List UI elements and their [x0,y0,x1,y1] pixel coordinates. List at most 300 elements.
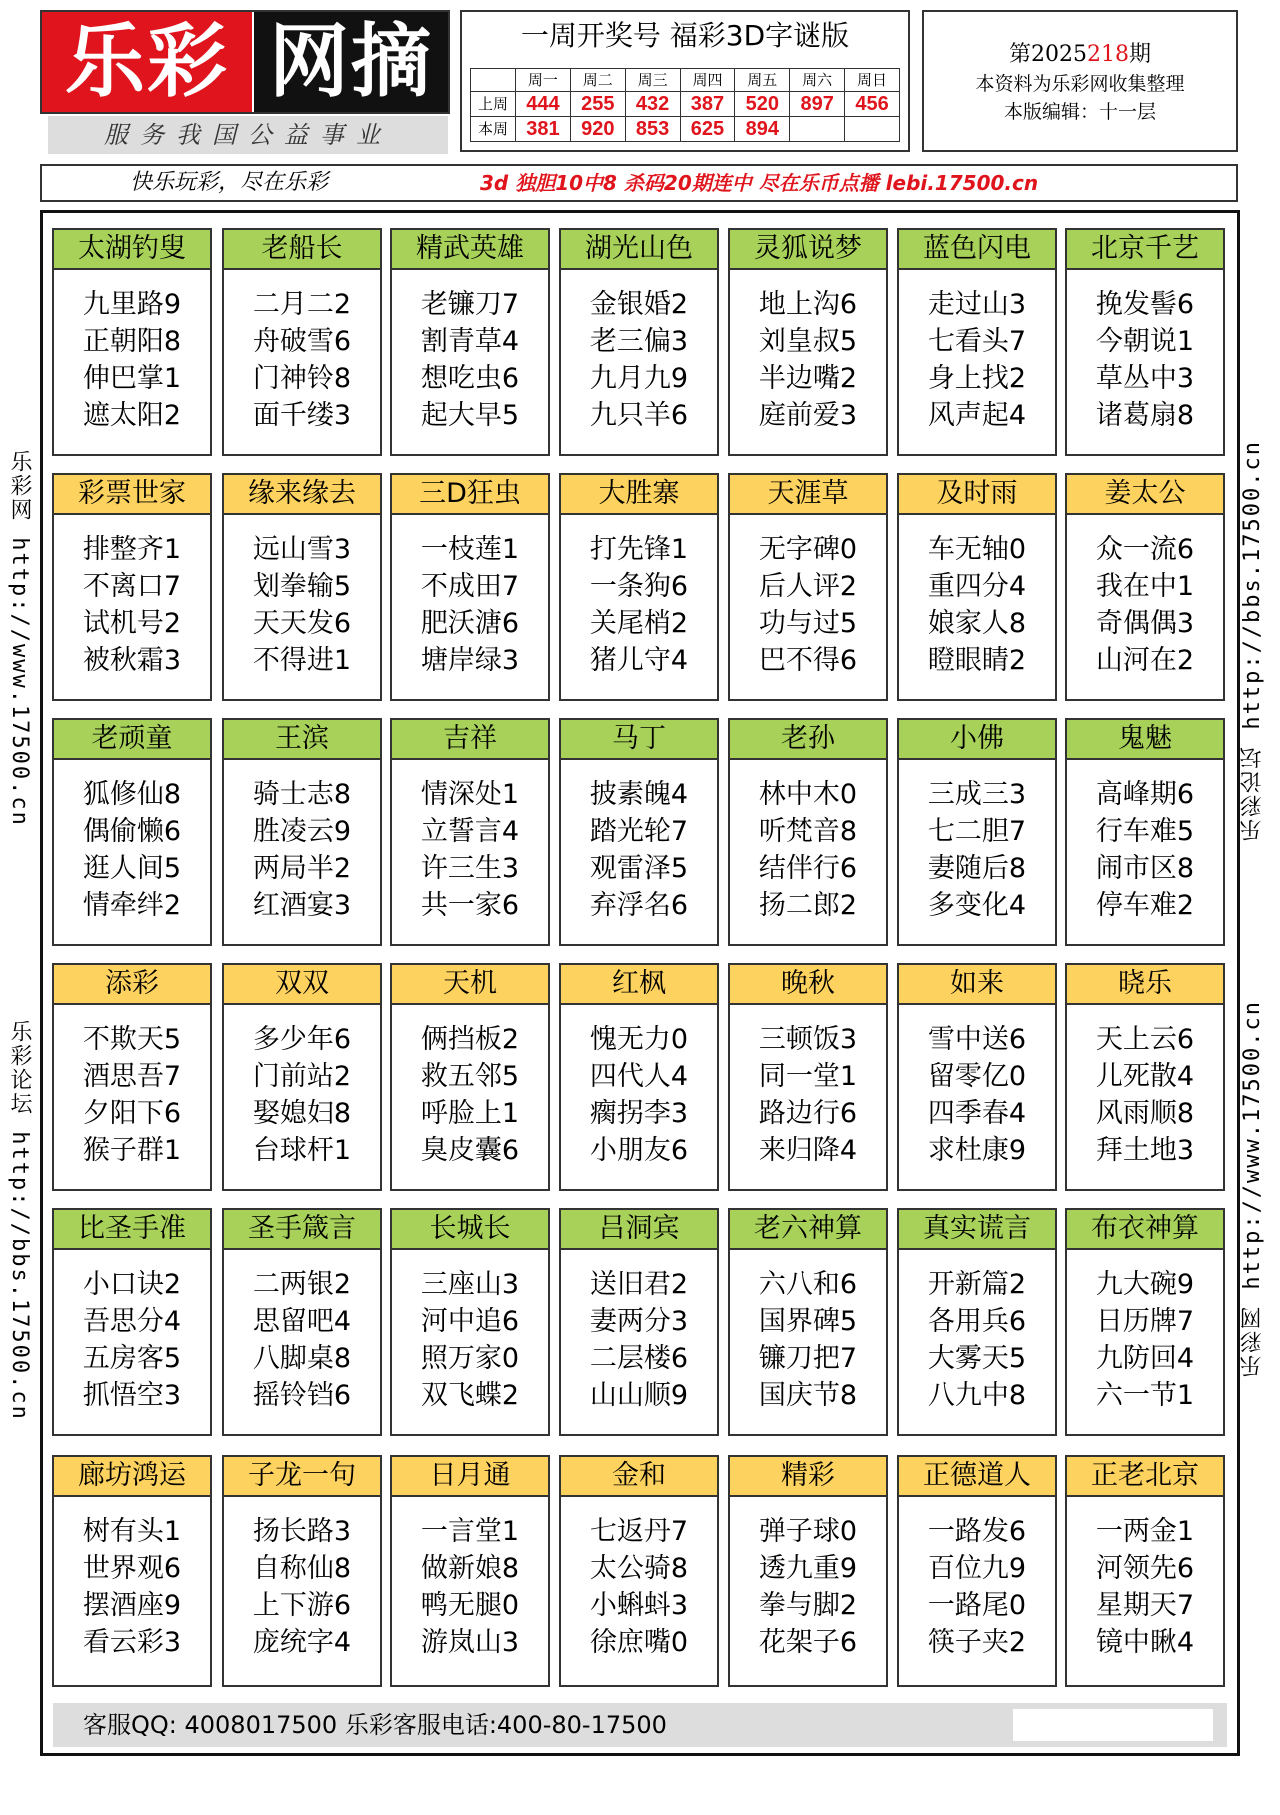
side-text-left-top[interactable]: 乐彩网 http://www.17500.cn [7,450,32,827]
day-header: 周日 [845,69,900,92]
riddle-line: 半边嘴2 [758,363,858,394]
riddle-line: 娘家人8 [927,608,1027,639]
riddle-line: 不成田7 [420,571,520,602]
side-text-left-bottom[interactable]: 乐彩论坛 http://bbs.17500.cn [7,1020,32,1421]
riddle-line: 老镰刀7 [420,289,520,320]
riddle-line: 来归降4 [758,1135,858,1166]
riddle-line: 夕阳下6 [82,1098,182,1129]
riddle-list [224,515,380,679]
riddle-author: 老顽童 [54,720,210,760]
riddle-line: 风声起4 [927,400,1027,431]
issue-number: 218 [1086,42,1129,67]
riddle-line: 镰刀把7 [758,1343,858,1374]
riddle-line: 看云彩3 [82,1627,182,1658]
riddle-author: 三D狂虫 [392,475,548,515]
riddle-card [390,963,550,1191]
riddle-author: 圣手箴言 [224,1210,380,1250]
riddle-author: 老六神算 [730,1210,886,1250]
riddle-author: 灵狐说梦 [730,230,886,270]
riddle-card [728,963,888,1191]
riddle-list [730,1497,886,1661]
riddle-line: 踏光轮7 [589,816,689,847]
riddle-author: 彩票世家 [54,475,210,515]
riddle-line: 情牵绊2 [82,890,182,921]
issue-suffix: 期 [1128,42,1151,67]
riddle-line: 八脚桌8 [252,1343,352,1374]
riddle-list [561,270,717,434]
riddle-list [899,1005,1055,1169]
riddle-line: 遮太阳2 [82,400,182,431]
riddle-list [224,760,380,924]
riddle-line: 闹市区8 [1095,853,1195,884]
riddle-author: 大胜寨 [561,475,717,515]
last-week-number: 387 [680,92,735,117]
day-header: 周一 [516,69,571,92]
riddle-card [222,1208,382,1436]
riddle-list [899,1497,1055,1661]
last-week-number: 255 [570,92,625,117]
riddle-author: 布衣神算 [1067,1210,1223,1250]
riddle-author: 鬼魅 [1067,720,1223,760]
riddle-list [392,1497,548,1661]
riddle-line: 筷子夹2 [927,1627,1027,1658]
riddle-author: 晚秋 [730,965,886,1005]
riddle-line: 透九重9 [758,1553,858,1584]
riddle-card [897,963,1057,1191]
riddle-line: 留零亿0 [927,1061,1027,1092]
riddle-line: 多变化4 [927,890,1027,921]
riddle-line: 小口诀2 [82,1269,182,1300]
riddle-list [224,1497,380,1661]
riddle-line: 今朝说1 [1095,326,1195,357]
riddle-line: 无字碑0 [758,534,858,565]
riddle-line: 金银婚2 [589,289,689,320]
riddle-line: 庞统字4 [252,1627,352,1658]
riddle-card [897,718,1057,946]
riddle-line: 九只羊6 [589,400,689,431]
last-week-number: 444 [516,92,571,117]
riddle-line: 我在中1 [1095,571,1195,602]
riddle-line: 自称仙8 [252,1553,352,1584]
riddle-line: 试机号2 [82,608,182,639]
day-header: 周六 [790,69,845,92]
riddle-card [897,228,1057,456]
riddle-line: 肥沃溏6 [420,608,520,639]
day-header: 周三 [625,69,680,92]
riddle-line: 庭前爱3 [758,400,858,431]
riddle-line: 救五邻5 [420,1061,520,1092]
riddle-line: 花架子6 [758,1627,858,1658]
riddle-line: 九防回4 [1095,1343,1195,1374]
riddle-list [1067,1250,1223,1414]
riddle-list [54,1005,210,1169]
riddle-line: 九里路9 [82,289,182,320]
riddle-line: 摆酒座9 [82,1590,182,1621]
riddle-line: 四代人4 [589,1061,689,1092]
riddle-line: 挽发髻6 [1095,289,1195,320]
riddle-line: 刘皇叔5 [758,326,858,357]
riddle-list [1067,760,1223,924]
footer-bar [53,1703,1227,1747]
riddle-line: 一两金1 [1095,1516,1195,1547]
riddle-line: 妻两分3 [589,1306,689,1337]
riddle-line: 骑士志8 [252,779,352,810]
riddle-line: 重四分4 [927,571,1027,602]
riddle-line: 远山雪3 [252,534,352,565]
riddle-line: 拳与脚2 [758,1590,858,1621]
riddle-line: 游岚山3 [420,1627,520,1658]
riddle-card [1065,1455,1225,1687]
riddle-line: 打先锋1 [589,534,689,565]
last-week-number: 897 [790,92,845,117]
riddle-line: 呼脸上1 [420,1098,520,1129]
riddle-line: 一条狗6 [589,571,689,602]
riddle-line: 徐庶嘴0 [589,1627,689,1658]
riddle-author: 真实谎言 [899,1210,1055,1250]
this-week-number [845,117,900,142]
riddle-line: 一言堂1 [420,1516,520,1547]
riddle-line: 求杜康9 [927,1135,1027,1166]
riddle-line: 七看头7 [927,326,1027,357]
riddle-line: 巴不得6 [758,645,858,676]
riddle-list [54,1250,210,1414]
riddle-line: 听梵音8 [758,816,858,847]
riddle-line: 太公骑8 [589,1553,689,1584]
riddle-author: 红枫 [561,965,717,1005]
riddle-list [899,1250,1055,1414]
riddle-line: 舟破雪6 [252,326,352,357]
riddle-line: 行车难5 [1095,816,1195,847]
riddle-line: 身上找2 [927,363,1027,394]
riddle-line: 国界碑5 [758,1306,858,1337]
riddle-line: 上下游6 [252,1590,352,1621]
riddle-author: 精武英雄 [392,230,548,270]
riddle-line: 二层楼6 [589,1343,689,1374]
riddle-list [224,270,380,434]
riddle-line: 思留吧4 [252,1306,352,1337]
riddle-line: 弃浮名6 [589,890,689,921]
riddle-author: 老船长 [224,230,380,270]
riddle-card [390,228,550,456]
riddle-author: 马丁 [561,720,717,760]
site-logo [40,10,450,114]
riddle-line: 河中追6 [420,1306,520,1337]
logo-left-text: 乐彩 [42,12,252,112]
riddle-line: 车无轴0 [927,534,1027,565]
riddle-line: 不得进1 [252,645,352,676]
riddle-list [392,1005,548,1169]
riddle-line: 逛人间5 [82,853,182,884]
riddle-line: 排整齐1 [82,534,182,565]
riddle-author: 湖光山色 [561,230,717,270]
riddle-card [390,1455,550,1687]
this-week-number: 381 [516,117,571,142]
riddle-line: 世界观6 [82,1553,182,1584]
riddle-line: 划拳输5 [252,571,352,602]
riddle-card [52,963,212,1191]
riddle-line: 一路发6 [927,1516,1027,1547]
last-week-number: 432 [625,92,680,117]
riddle-card [222,228,382,456]
riddle-author: 小佛 [899,720,1055,760]
riddle-card [1065,473,1225,701]
riddle-line: 后人评2 [758,571,858,602]
riddle-author: 正老北京 [1067,1457,1223,1497]
riddle-line: 各用兵6 [927,1306,1027,1337]
riddle-line: 老三偏3 [589,326,689,357]
riddle-line: 俩挡板2 [420,1024,520,1055]
riddle-line: 奇偶偶3 [1095,608,1195,639]
riddle-list [561,515,717,679]
riddle-list [561,1005,717,1169]
riddle-line: 风雨顺8 [1095,1098,1195,1129]
this-week-number [790,117,845,142]
riddle-author: 蓝色闪电 [899,230,1055,270]
side-text-right-top[interactable]: 乐彩论坛 http://bbs.17500.cn [1240,440,1265,841]
riddle-list [730,515,886,679]
last-week-number: 456 [845,92,900,117]
riddle-line: 功与过5 [758,608,858,639]
riddle-card [52,718,212,946]
riddle-line: 六八和6 [758,1269,858,1300]
last-week-number: 520 [735,92,790,117]
riddle-line: 双飞蝶2 [420,1380,520,1411]
riddle-list [392,760,548,924]
riddle-card [897,473,1057,701]
riddle-line: 弹子球0 [758,1516,858,1547]
riddle-line: 鸭无腿0 [420,1590,520,1621]
riddle-line: 八九中8 [927,1380,1027,1411]
riddle-card [222,1455,382,1687]
issue-info-panel [922,10,1238,152]
riddle-author: 吕洞宾 [561,1210,717,1250]
riddle-line: 三座山3 [420,1269,520,1300]
riddle-line: 摇铃铛6 [252,1380,352,1411]
riddle-list [561,1497,717,1661]
riddle-line: 妻随后8 [927,853,1027,884]
riddle-line: 山山顺9 [589,1380,689,1411]
riddle-list [899,515,1055,679]
info-line-1: 本资料为乐彩网收集整理 [975,73,1185,95]
slogan: 服务我国公益事业 [48,116,448,154]
riddle-author: 天涯草 [730,475,886,515]
riddle-card [390,473,550,701]
riddle-line: 三成三3 [927,779,1027,810]
riddle-author: 太湖钓叟 [54,230,210,270]
riddle-author: 比圣手准 [54,1210,210,1250]
riddle-line: 二月二2 [252,289,352,320]
riddle-author: 金和 [561,1457,717,1497]
riddle-line: 瞪眼睛2 [927,645,1027,676]
riddle-line: 扬二郎2 [758,890,858,921]
riddle-line: 开新篇2 [927,1269,1027,1300]
riddle-line: 雪中送6 [927,1024,1027,1055]
riddle-line: 三顿饭3 [758,1024,858,1055]
riddle-line: 五房客5 [82,1343,182,1374]
riddle-author: 子龙一句 [224,1457,380,1497]
ticker-slogan: 快乐玩彩，尽在乐彩 [130,170,329,195]
riddle-line: 照万家0 [420,1343,520,1374]
riddle-card [390,718,550,946]
riddle-line: 林中木0 [758,779,858,810]
riddle-line: 天上云6 [1095,1024,1195,1055]
riddle-line: 小蝌蚪3 [589,1590,689,1621]
riddle-author: 双双 [224,965,380,1005]
riddle-card [728,1208,888,1436]
riddle-card [728,1455,888,1687]
riddle-card [559,473,719,701]
riddle-card [52,1455,212,1687]
riddle-line: 被秋霜3 [82,645,182,676]
side-text-right-bottom[interactable]: 乐彩网 http://www.17500.cn [1240,1000,1265,1377]
this-week-number: 853 [625,117,680,142]
riddle-list [1067,1497,1223,1661]
this-week-number: 920 [570,117,625,142]
riddle-line: 伸巴掌1 [82,363,182,394]
riddle-line: 猴子群1 [82,1135,182,1166]
riddle-list [730,1250,886,1414]
riddle-list [224,1250,380,1414]
ticker-promo-link[interactable]: 3d 独胆10中8 杀码20期连中 尽在乐币点播 lebi.17500.cn [480,171,1039,195]
riddle-card [52,473,212,701]
riddle-line: 猪儿守4 [589,645,689,676]
riddle-line: 做新娘8 [420,1553,520,1584]
day-header: 周二 [570,69,625,92]
riddle-line: 狐修仙8 [82,779,182,810]
riddle-author: 正德道人 [899,1457,1055,1497]
riddle-card [390,1208,550,1436]
riddle-line: 四季春4 [927,1098,1027,1129]
riddle-line: 拜土地3 [1095,1135,1195,1166]
riddle-line: 胜凌云9 [252,816,352,847]
riddle-list [392,515,548,679]
riddle-line: 酒思吾7 [82,1061,182,1092]
riddle-line: 九大碗9 [1095,1269,1195,1300]
riddle-card [52,228,212,456]
riddle-line: 高峰期6 [1095,779,1195,810]
riddle-author: 如来 [899,965,1055,1005]
riddle-list [1067,515,1223,679]
riddle-line: 七返丹7 [589,1516,689,1547]
logo-right-text: 网摘 [254,12,448,112]
riddle-line: 百位九9 [927,1553,1027,1584]
riddle-line: 两局半2 [252,853,352,884]
riddle-list [730,270,886,434]
footer-contact: 客服QQ: 4008017500 乐彩客服电话:400-80-17500 [83,1711,667,1739]
riddle-line: 正朝阳8 [82,326,182,357]
riddle-author: 吉祥 [392,720,548,760]
riddle-author: 精彩 [730,1457,886,1497]
riddle-line: 九月九9 [589,363,689,394]
riddle-card [559,228,719,456]
riddle-list [392,270,548,434]
riddle-line: 星期天7 [1095,1590,1195,1621]
footer-blank-box [1013,1709,1213,1741]
riddle-card [52,1208,212,1436]
riddle-line: 不欺天5 [82,1024,182,1055]
riddle-list [224,1005,380,1169]
day-header: 周五 [735,69,790,92]
riddle-card [1065,718,1225,946]
this-week-number: 625 [680,117,735,142]
riddle-line: 同一堂1 [758,1061,858,1092]
riddle-line: 观雷泽5 [589,853,689,884]
riddle-author: 长城长 [392,1210,548,1250]
riddle-card [728,228,888,456]
riddle-line: 想吃虫6 [420,363,520,394]
riddle-line: 草丛中3 [1095,363,1195,394]
riddle-line: 起大早5 [420,400,520,431]
riddle-line: 共一家6 [420,890,520,921]
issue-prefix: 第2025 [1008,42,1087,67]
riddle-card [222,473,382,701]
riddle-line: 停车难2 [1095,890,1195,921]
riddle-line: 树有头1 [82,1516,182,1547]
info-line-2: 本版编辑：十一层 [1003,101,1156,123]
riddle-line: 小朋友6 [589,1135,689,1166]
riddle-line: 结伴行6 [758,853,858,884]
riddle-line: 不离口7 [82,571,182,602]
riddle-line: 许三生3 [420,853,520,884]
riddle-author: 老孙 [730,720,886,760]
riddle-line: 地上沟6 [758,289,858,320]
riddle-line: 娶媳妇8 [252,1098,352,1129]
riddle-card [728,718,888,946]
this-week-number: 894 [735,117,790,142]
riddle-line: 天天发6 [252,608,352,639]
riddle-line: 门前站2 [252,1061,352,1092]
riddle-line: 儿死散4 [1095,1061,1195,1092]
riddle-line: 台球杆1 [252,1135,352,1166]
riddle-line: 瘸拐李3 [589,1098,689,1129]
riddle-line: 吾思分4 [82,1306,182,1337]
riddle-list [899,760,1055,924]
riddle-card [897,1455,1057,1687]
riddle-line: 山河在2 [1095,645,1195,676]
riddle-card [728,473,888,701]
riddle-list [54,270,210,434]
weekly-title: 一周开奖号 福彩3D字谜版 [520,19,850,52]
riddle-author: 姜太公 [1067,475,1223,515]
riddle-line: 愧无力0 [589,1024,689,1055]
riddle-list [54,1497,210,1661]
riddle-line: 众一流6 [1095,534,1195,565]
ticker-bar [40,164,1238,202]
riddle-card [559,1455,719,1687]
riddle-line: 面千缕3 [252,400,352,431]
riddle-line: 大雾天5 [927,1343,1027,1374]
last-week-label: 上周 [471,92,516,117]
riddle-line: 六一节1 [1095,1380,1195,1411]
riddle-card [897,1208,1057,1436]
riddle-line: 二两银2 [252,1269,352,1300]
riddle-author: 添彩 [54,965,210,1005]
riddle-line: 日历牌7 [1095,1306,1195,1337]
riddle-line: 披素魄4 [589,779,689,810]
riddle-line: 河领先6 [1095,1553,1195,1584]
riddle-list [899,270,1055,434]
riddle-line: 走过山3 [927,289,1027,320]
riddle-line: 关尾梢2 [589,608,689,639]
riddle-line: 国庆节8 [758,1380,858,1411]
riddle-list [730,1005,886,1169]
riddle-line: 扬长路3 [252,1516,352,1547]
riddle-line: 塘岸绿3 [420,645,520,676]
riddle-list [561,760,717,924]
riddle-line: 诸葛扇8 [1095,400,1195,431]
riddle-line: 立誓言4 [420,816,520,847]
riddle-line: 门神铃8 [252,363,352,394]
